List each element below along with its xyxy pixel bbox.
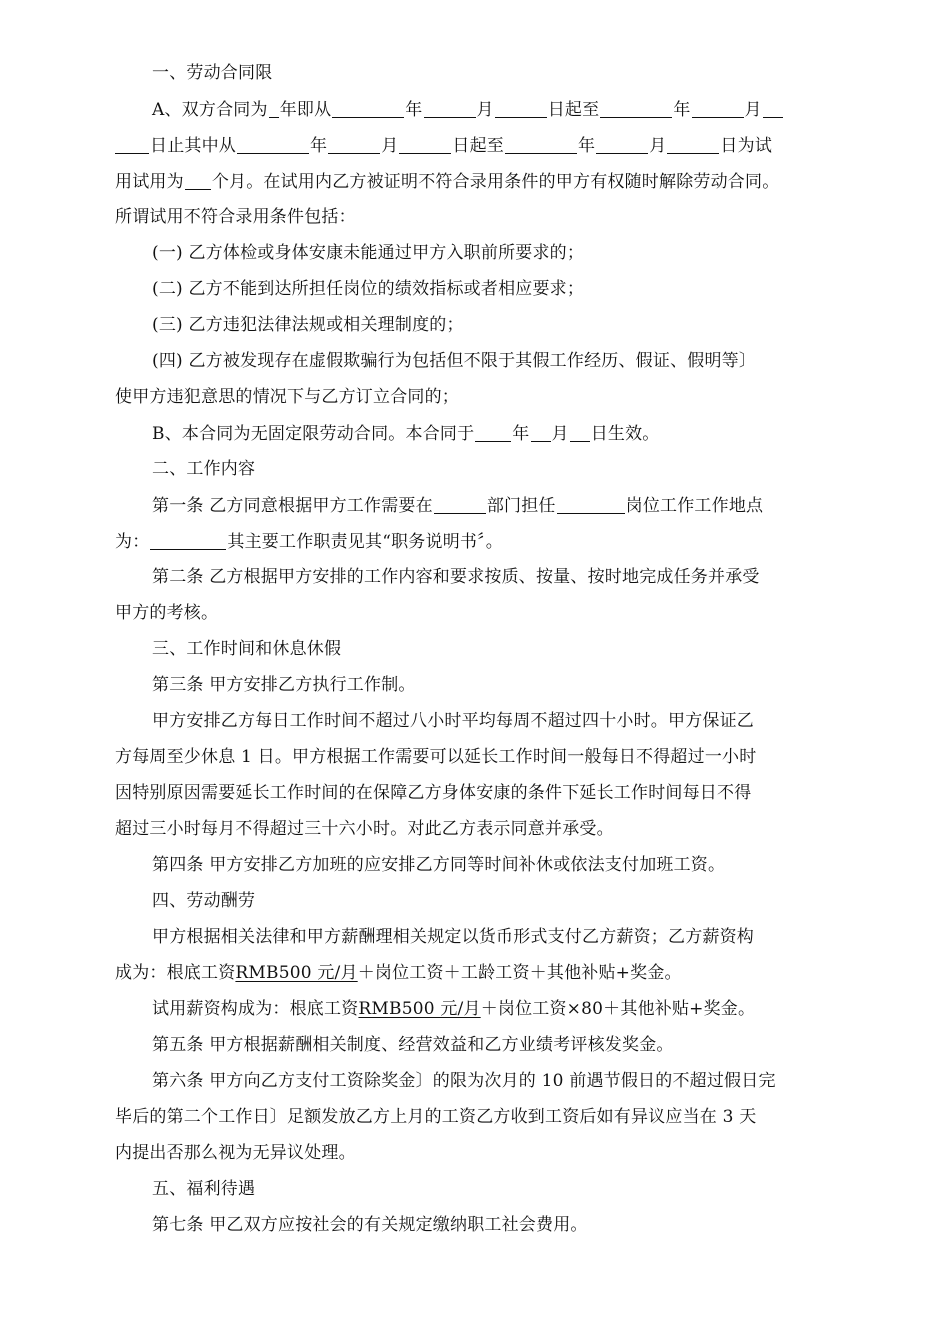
section-heading-remuneration: 四、劳动酬劳 (152, 891, 256, 911)
section-heading-working-hours: 三、工作时间和休息休假 (152, 639, 342, 659)
section-heading-contract-term: 一、劳动合同限 (152, 63, 273, 83)
article-1-line-2: 为： 其主要工作职责见其“职务说明书〞。 (115, 532, 503, 552)
blank-field (399, 135, 451, 154)
blank-field (434, 495, 486, 514)
blank-field (531, 423, 551, 442)
condition-item-4: (四) 乙方被发现存在虚假欺骗行为包括但不限于其假工作经历、假证、假明等〕 (152, 351, 757, 371)
blank-field (150, 531, 226, 550)
clause-a-line-4: 所谓试用不符合录用条件包括： (115, 207, 356, 227)
pay-line-1: 甲方根据相关法律和甲方薪酬理相关规定以货币形式支付乙方薪资；乙方薪资构 (152, 927, 754, 947)
blank-field (328, 135, 380, 154)
blank-field (115, 135, 149, 154)
blank-field (185, 171, 211, 190)
article-6-line-2: 毕后的第二个工作日〕足额发放乙方上月的工资乙方收到工资后如有异议应当在 3 天 (115, 1107, 757, 1127)
blank-field (495, 99, 547, 118)
condition-item-2: (二) 乙方不能到达所担任岗位的绩效指标或者相应要求； (152, 279, 585, 299)
blank-field (269, 99, 279, 118)
blank-field (667, 135, 719, 154)
clause-a-line-2: 日止其中从 年 月 日起至 年 月 日为试 (115, 135, 772, 156)
condition-item-4-cont: 使甲方违犯意思的情况下与乙方订立合同的； (115, 387, 459, 407)
blank-field (763, 99, 783, 118)
blank-field (237, 135, 309, 154)
article-4: 第四条 甲方安排乙方加班的应安排乙方同等时间补休或依法支付加班工资。 (152, 855, 726, 875)
article-7: 第七条 甲乙双方应按社会的有关规定缴纳职工社会费用。 (152, 1215, 588, 1235)
article-6-line-1: 第六条 甲方向乙方支付工资除奖金〕的限为次月的 10 前遇节假日的不超过假日完 (152, 1071, 776, 1091)
blank-field (505, 135, 577, 154)
clause-a-line-1: A、双方合同为 年即从 年 月 日起至 年 月 (152, 99, 784, 120)
article-3: 第三条 甲方安排乙方执行工作制。 (152, 675, 416, 695)
section-heading-work-content: 二、工作内容 (152, 459, 256, 479)
clause-b: B、本合同为无固定限劳动合同。本合同于 年 月 日生效。 (152, 424, 660, 444)
article-5: 第五条 甲方根据薪酬相关制度、经营效益和乙方业绩考评核发奖金。 (152, 1035, 674, 1055)
blank-field (570, 423, 590, 442)
blank-field (475, 423, 511, 442)
article-2-line-2: 甲方的考核。 (115, 603, 219, 623)
blank-field (692, 99, 744, 118)
blank-field (424, 99, 476, 118)
pay-line-2: 成为：根底工资RMB500 元/月＋岗位工资＋工龄工资＋其他补贴+奖金。 (115, 963, 682, 983)
blank-field (600, 99, 672, 118)
article-6-line-3: 内提出否那么视为无异议处理。 (115, 1143, 356, 1163)
hours-line-1: 甲方安排乙方每日工作时间不超过八小时平均每周不超过四十小时。甲方保证乙 (152, 711, 754, 731)
condition-item-1: (一) 乙方体检或身体安康未能通过甲方入职前所要求的； (152, 243, 585, 263)
probation-base-salary-value: RMB500 元/月 (358, 999, 481, 1019)
hours-line-4: 超过三小时每月不得超过三十六小时。对此乙方表示同意并承受。 (115, 819, 614, 839)
hours-line-3: 因特别原因需要延长工作时间的在保障乙方身体安康的条件下延长工作时间每日不得 (115, 783, 752, 803)
blank-field (332, 99, 404, 118)
condition-item-3: (三) 乙方违犯法律法规或相关理制度的； (152, 315, 464, 335)
article-2-line-1: 第二条 乙方根据甲方安排的工作内容和要求按质、按量、按时地完成任务并承受 (152, 567, 760, 587)
section-heading-benefits: 五、福利待遇 (152, 1179, 256, 1199)
article-1-line-1: 第一条 乙方同意根据甲方工作需要在 部门担任 岗位工作工作地点 (152, 496, 764, 516)
blank-field (557, 495, 625, 514)
pay-line-3: 试用薪资构成为：根底工资RMB500 元/月＋岗位工资×80＋其他补贴+奖金。 (152, 999, 756, 1019)
clause-a-line-3: 用试用为 个月。在试用内乙方被证明不符合录用条件的甲方有权随时解除劳动合同。 (115, 172, 780, 192)
base-salary-value: RMB500 元/月 (235, 963, 358, 983)
hours-line-2: 方每周至少休息 1 日。甲方根据工作需要可以延长工作时间一般每日不得超过一小时 (115, 747, 757, 767)
blank-field (596, 135, 648, 154)
